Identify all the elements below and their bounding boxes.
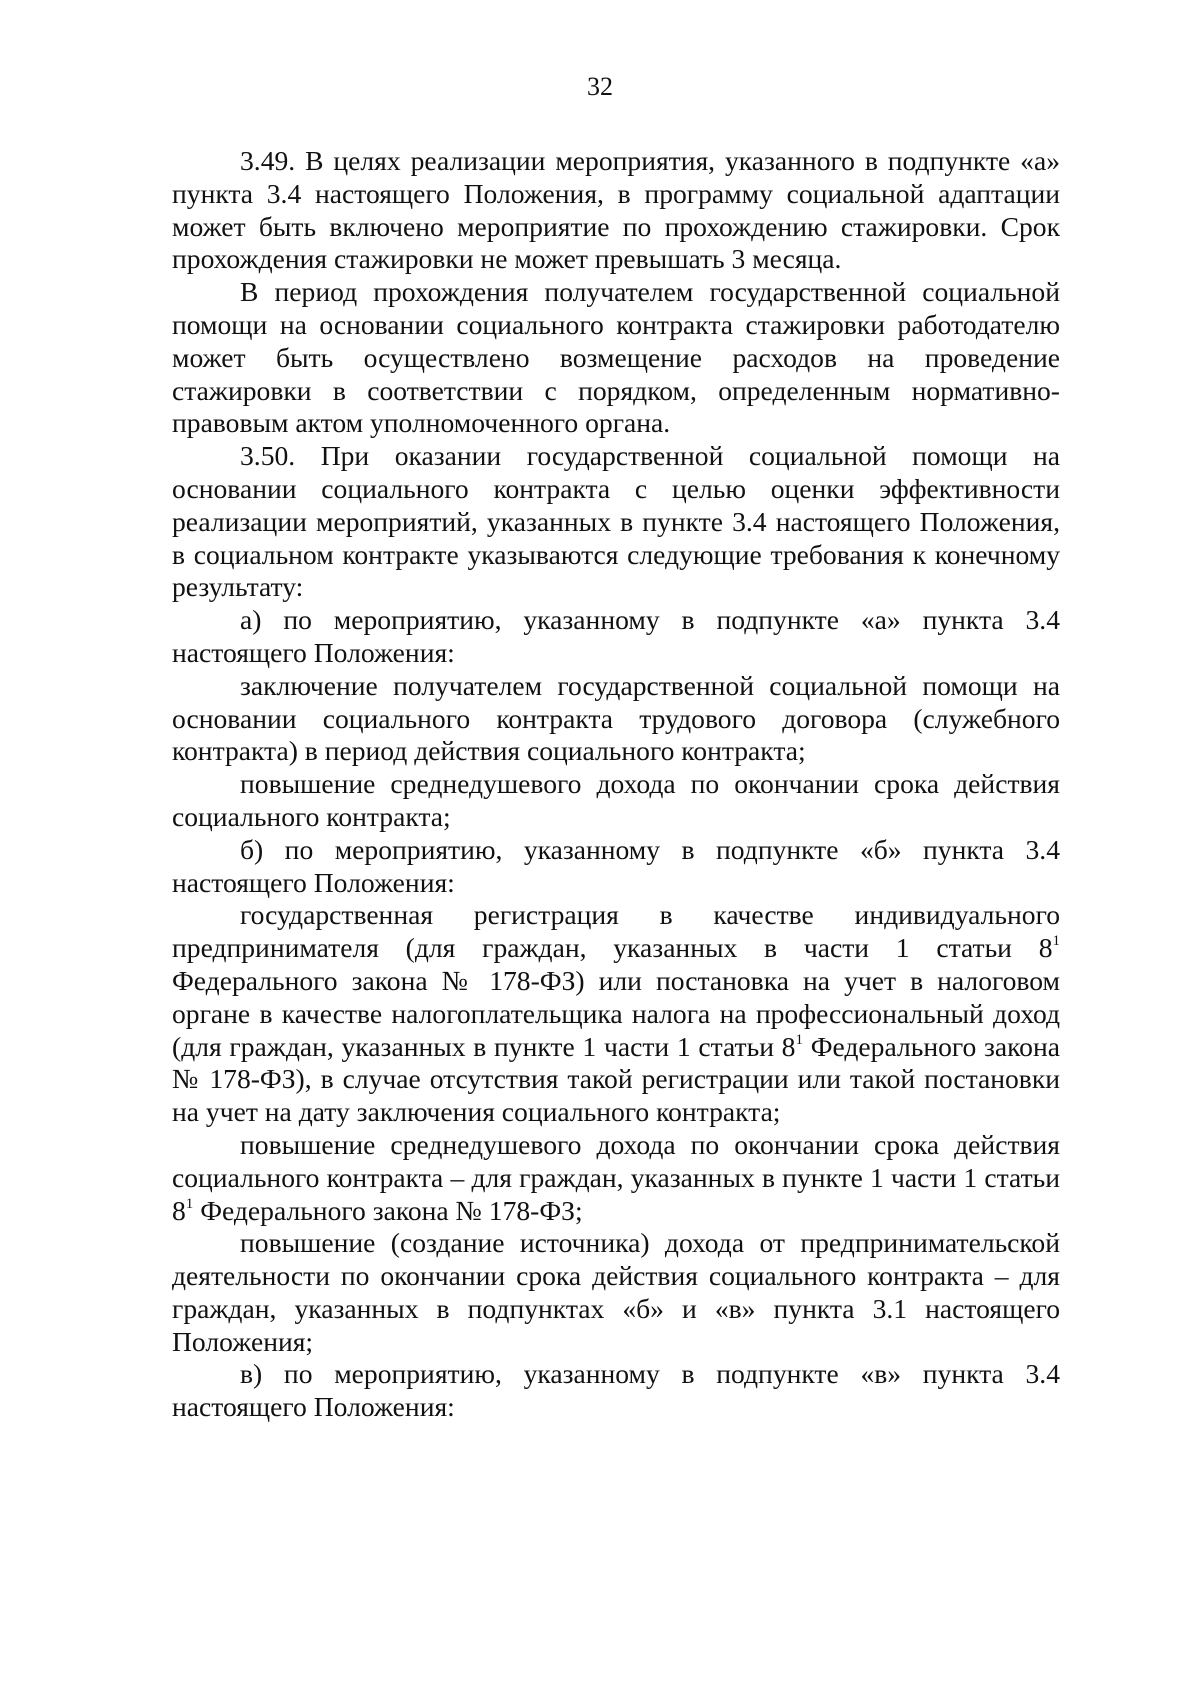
text-segment: Федерального закона № 178-ФЗ; xyxy=(193,1194,583,1226)
paragraph-item-a-income: повышение среднедушевого дохода по окончании срока действия социального контракта; xyxy=(172,768,1060,832)
superscript: 1 xyxy=(1052,933,1060,950)
paragraph-3-49: 3.49. В целях реализации мероприятия, указанного в подпункте «а» пункта 3.4 настоящего Положения, в программу социальной адаптации может быть включено мероприятие по прохождению стажировки. Срок прохождения стажировки не может превышать 3 месяца. xyxy=(172,145,1060,275)
paragraph-3-50: 3.50. При оказании государственной социальной помощи на основании социального контракта с целью оценки эффективности реализации мероприятий, указанных в пункте 3.4 настоящего Положения, в социальном контракте указываются следующие требования к конечному результату: xyxy=(172,440,1060,603)
page-number: 32 xyxy=(587,72,613,101)
document-body xyxy=(172,145,1060,1424)
paragraph-item-b-registration xyxy=(172,899,1060,1129)
text-segment: государственная регистрация в качестве индивидуального предпринимателя (для граждан, указанных в части 1 статьи 8 xyxy=(172,899,1060,964)
paragraph-item-b-income xyxy=(172,1129,1060,1227)
superscript: 1 xyxy=(795,1031,803,1048)
paragraph-item-v: в) по мероприятию, указанному в подпункте «в» пункта 3.4 настоящего Положения: xyxy=(172,1358,1060,1423)
text-segment: Федерального закона № 178-ФЗ) или постановка на учет в налоговом органе в качестве налогоплательщика налога на профессиональный доход (для граждан, указанных в пункте 1 части 1 статьи 8 xyxy=(172,964,1060,1062)
text-segment: повышение среднедушевого дохода по окончании срока действия социального контракта – для граждан, указанных в пункте 1 части 1 статьи 8 xyxy=(172,1128,1060,1226)
paragraph-item-a-contract: заключение получателем государственной социальной помощи на основании социального контракта трудового договора (служебного контракта) в период действия социального контракта; xyxy=(172,669,1060,767)
paragraph-item-b: б) по мероприятию, указанному в подпункте «б» пункта 3.4 настоящего Положения: xyxy=(172,833,1060,898)
superscript: 1 xyxy=(185,1195,194,1212)
paragraph-item-b-business-income: повышение (создание источника) дохода от предпринимательской деятельности по окончании срока действия социального контракта – для граждан, указанных в подпунктах «б» и «в» пункта 3.1 настоящего Положения; xyxy=(172,1227,1060,1357)
text-segment: Федерального закона № 178-ФЗ), в случае отсутствия такой регистрации или такой постановки на учет на дату заключения социального контракта; xyxy=(172,1030,1060,1128)
paragraph-item-a: а) по мероприятию, указанному в подпункте «а» пункта 3.4 настоящего Положения: xyxy=(172,604,1060,668)
paragraph-internship-compensation: В период прохождения получателем государственной социальной помощи на основании социального контракта стажировки работодателю может быть осуществлено возмещение расходов на проведение стажировки в соответствии с порядком, определенным нормативно-правовым актом уполномоченного органа. xyxy=(172,276,1060,439)
